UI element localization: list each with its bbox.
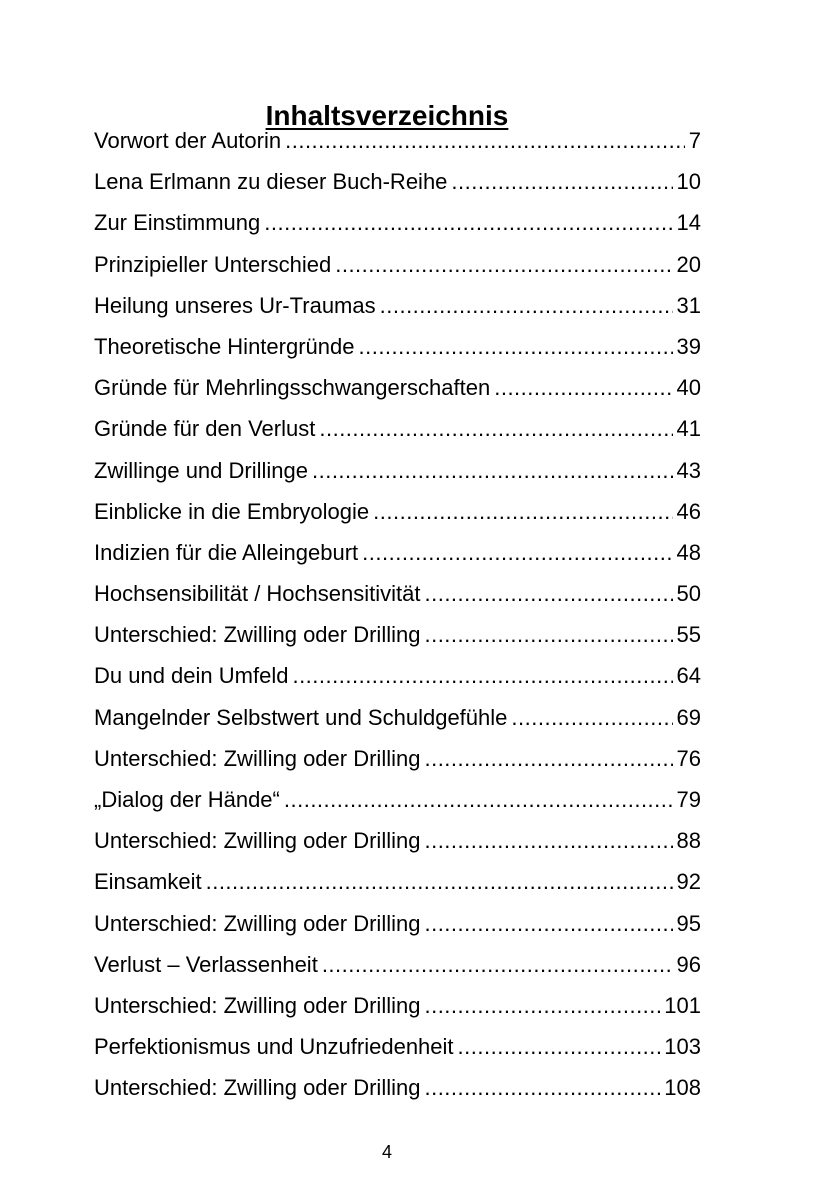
toc-entry-page: 95	[676, 910, 701, 936]
toc-dot-leader	[284, 779, 673, 820]
toc-entry-page: 31	[676, 292, 701, 318]
toc-dot-leader	[424, 573, 672, 614]
toc-entry	[94, 614, 701, 655]
toc-entry	[94, 820, 701, 861]
toc-entry-page: 103	[664, 1034, 701, 1060]
toc-entry-label: Einblicke in die Embryologie	[94, 498, 370, 524]
toc-dot-leader	[206, 861, 673, 902]
toc-entry	[94, 120, 701, 161]
toc-entry-page: 64	[676, 663, 701, 689]
toc-entry	[94, 532, 701, 573]
toc-entry-label: Zwillinge und Drillinge	[94, 457, 308, 483]
toc-entry	[94, 944, 701, 985]
toc-dot-leader	[424, 738, 672, 779]
toc-entry	[94, 450, 701, 491]
toc-dot-leader	[362, 532, 672, 573]
toc-entry	[94, 573, 701, 614]
table-of-contents	[94, 120, 701, 1109]
toc-entry-label: Lena Erlmann zu dieser Buch-Reihe	[94, 169, 448, 195]
toc-entry-label: Gründe für Mehrlingsschwangerschaften	[94, 375, 491, 401]
toc-entry-page: 55	[676, 622, 701, 648]
toc-entry-label: Hochsensibilität / Hochsensitivität	[94, 581, 421, 607]
toc-dot-leader	[380, 285, 673, 326]
toc-dot-leader	[451, 161, 672, 202]
toc-dot-leader	[424, 985, 660, 1026]
toc-dot-leader	[373, 491, 672, 532]
toc-entry-page: 10	[676, 169, 701, 195]
toc-dot-leader	[424, 820, 672, 861]
toc-entry	[94, 779, 701, 820]
toc-entry-page: 69	[676, 704, 701, 730]
toc-entry-page: 101	[664, 992, 701, 1018]
toc-dot-leader	[424, 903, 672, 944]
toc-entry-page: 40	[676, 375, 701, 401]
toc-entry	[94, 697, 701, 738]
toc-entry-label: Gründe für den Verlust	[94, 416, 316, 442]
toc-entry-label: Prinzipieller Unterschied	[94, 251, 332, 277]
toc-entry-label: Perfektionismus und Unzufriedenheit	[94, 1034, 454, 1060]
toc-entry-label: Unterschied: Zwilling oder Drilling	[94, 622, 421, 648]
toc-entry	[94, 161, 701, 202]
toc-dot-leader	[322, 944, 673, 985]
toc-dot-leader	[494, 367, 672, 408]
toc-entry-label: Vorwort der Autorin	[94, 128, 282, 153]
toc-dot-leader	[319, 408, 672, 449]
toc-dot-leader	[424, 614, 672, 655]
toc-entry-label: Mangelnder Selbstwert und Schuldgefühle	[94, 704, 508, 730]
toc-entry	[94, 202, 701, 243]
toc-dot-leader	[292, 655, 672, 696]
toc-entry-label: „Dialog der Hände“	[94, 787, 280, 812]
toc-entry-label: Unterschied: Zwilling oder Drilling	[94, 828, 421, 854]
toc-entry	[94, 1067, 701, 1108]
toc-dot-leader	[335, 244, 672, 285]
toc-entry-page: 92	[676, 869, 701, 895]
toc-entry	[94, 1026, 701, 1067]
page-number: 4	[381, 1142, 392, 1162]
toc-entry-label: Unterschied: Zwilling oder Drilling	[94, 992, 421, 1018]
toc-entry-page: 96	[676, 951, 701, 977]
toc-entry-page: 46	[676, 498, 701, 524]
toc-entry-label: Unterschied: Zwilling oder Drilling	[94, 745, 421, 771]
page-title: Inhaltsverzeichnis	[265, 99, 509, 131]
toc-entry-page: 14	[676, 210, 701, 236]
toc-entry-page: 76	[676, 745, 701, 771]
toc-entry	[94, 738, 701, 779]
toc-entry-page: 7	[688, 128, 701, 153]
toc-entry	[94, 903, 701, 944]
toc-entry	[94, 655, 701, 696]
toc-entry-page: 41	[676, 416, 701, 442]
toc-entry	[94, 985, 701, 1026]
toc-dot-leader	[285, 120, 685, 161]
toc-entry	[94, 244, 701, 285]
toc-entry	[94, 491, 701, 532]
toc-entry-page: 108	[664, 1075, 701, 1101]
toc-dot-leader	[358, 326, 672, 367]
toc-entry-page: 39	[676, 333, 701, 359]
toc-entry-label: Indizien für die Alleingeburt	[94, 539, 359, 565]
toc-entry-label: Heilung unseres Ur-Traumas	[94, 292, 376, 318]
toc-dot-leader	[312, 450, 673, 491]
toc-entry-label: Unterschied: Zwilling oder Drilling	[94, 910, 421, 936]
toc-entry-page: 50	[676, 581, 701, 607]
toc-entry-page: 48	[676, 539, 701, 565]
toc-entry	[94, 367, 701, 408]
toc-entry-label: Verlust – Verlassenheit	[94, 951, 318, 977]
toc-dot-leader	[424, 1067, 660, 1108]
toc-entry-label: Zur Einstimmung	[94, 210, 261, 236]
toc-dot-leader	[458, 1026, 661, 1067]
toc-dot-leader	[264, 202, 672, 243]
toc-entry	[94, 326, 701, 367]
toc-entry	[94, 408, 701, 449]
toc-entry	[94, 285, 701, 326]
toc-entry-page: 79	[676, 787, 701, 812]
toc-entry-page: 20	[676, 251, 701, 277]
toc-dot-leader	[511, 697, 672, 738]
toc-entry	[94, 861, 701, 902]
toc-entry-label: Unterschied: Zwilling oder Drilling	[94, 1075, 421, 1101]
toc-entry-page: 88	[676, 828, 701, 854]
toc-entry-label: Einsamkeit	[94, 869, 202, 895]
toc-entry-page: 43	[676, 457, 701, 483]
toc-entry-label: Theoretische Hintergründe	[94, 333, 355, 359]
toc-entry-label: Du und dein Umfeld	[94, 663, 289, 689]
